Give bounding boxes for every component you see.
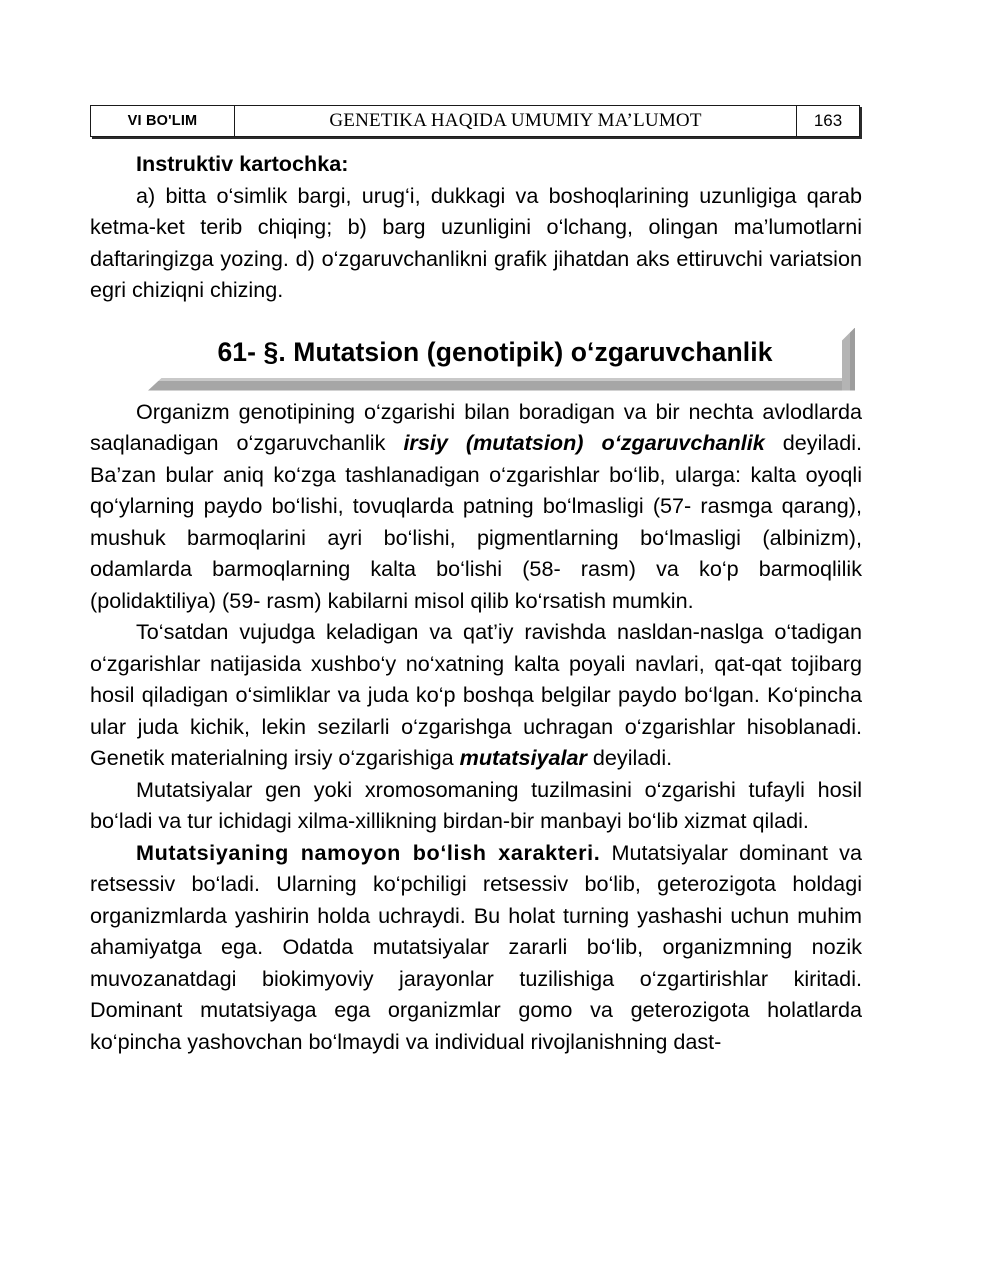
paragraph-2-text-b: deyiladi. [586,745,673,770]
plaque-shadow-right [842,328,855,391]
section-heading-plaque [90,328,862,396]
header-page-number: 163 [797,106,860,137]
paragraph-2-emphasis: mutatsiyalar [459,745,587,770]
paragraph-1 [90,396,862,617]
instruktiv-kartochka-body: a) bitta o‘simlik bargi, urug‘i, dukkagi va boshoqlarining uzunligiga qarab ketma-ket terib chiqing; b) barg uzunligini o‘lchang, olingan ma’lumotlarni daftaringizga yozing. d) o‘zgaruvchanlikni grafik jihatdan aks ettiruvchi variatsion egri chiziqni chizing. [90,182,862,302]
paragraph-4-lead-in: Mutatsiyaning namoyon bo‘lish xarakteri. [136,839,601,865]
header-row [91,106,860,137]
page-content [90,148,862,1057]
paragraph-3: Mutatsiyalar gen yoki xromosomaning tuzilmasini o‘zgarishi tufayli hosil bo‘ladi va tur ichidagi xilma-xillikning birdan-bir manbayi bo‘lib xizmat qiladi. [90,776,862,833]
paragraph-4-text: Mutatsiyalar dominant va retsessiv bo‘ladi. Ularning ko‘pchiligi retsessiv bo‘lib, geterozigota holdagi organizmlarda yashirin holda uchraydi. Bu holat turning yashashi uchun muhim ahamiyatga ega. Odatda mutatsiyalar zararli bo‘lib, organizmning nozik muvozanatdagi biokimyoviy jarayonlar tuzilishiga o‘zgartirishlar kiritadi. Dominant mutatsiyaga ega organizmlar gomo va geterozigota holatlarda ko‘pincha yashovchan bo‘lmaydi va individual rivojlanishning dast- [90,839,862,1054]
paragraph-1-text-a: Organizm genotipining o‘zgarishi bilan boradigan va bir nechta avlodlarda saqlanadigan o‘zgaruvchanlik [90,398,862,455]
section-heading-text: 61- §. Mutatsion (genotipik) o‘zgaruvchanlik [217,337,773,367]
header-section-label: VI BO'LIM [91,106,235,137]
paragraph-4 [90,837,862,1058]
paragraph-2-text-a: To‘satdan vujudga keladigan va qat’iy ravishda nasldan-naslga o‘tadigan o‘zgarishlar natijasida xushbo‘y no‘xatning kalta poyali navlari, qat-qat tojibarg hosil qiladigan o‘simliklar va juda ko‘p boshqa belgilar paydo bo‘lgan. Ko‘pincha ular juda kichik, lekin sezilarli o‘zgarishga uchragan o‘zgarishlar hisoblanadi. Genetik materialning irsiy o‘zgarishiga [90,619,862,770]
plaque-face [148,328,842,378]
paragraph-1-emphasis: irsiy (mutatsion) o‘zgaruvchanlik [403,430,765,455]
plaque-shadow-bottom [148,378,842,391]
running-header [90,105,860,137]
header-running-title: GENETIKA HAQIDA UMUMIY MA’LUMOT [235,106,797,137]
paragraph-1-text-b: deyiladi. Ba’zan bular aniq ko‘zga tashlanadigan o‘zgarishlar bo‘lib, ularga: kalta oyoqli qo‘ylarning paydo bo‘lishi, tovuqlarda patning bo‘lmasligi (57- rasmga qarang), mushuk barmoqlarini ayri bo‘lishi, pigmentlarning bo‘lmasligi (albinizm), odamlarda barmoqlarning kalta bo‘lishi (58- rasm) va ko‘p barmoqlilik (polidaktiliya) (59- rasm) kabilarni misol qilib ko‘rsatish mumkin. [90,430,863,613]
instruktiv-kartochka-title: Instruktiv kartochka: [136,151,349,176]
paragraph-2 [90,616,862,774]
